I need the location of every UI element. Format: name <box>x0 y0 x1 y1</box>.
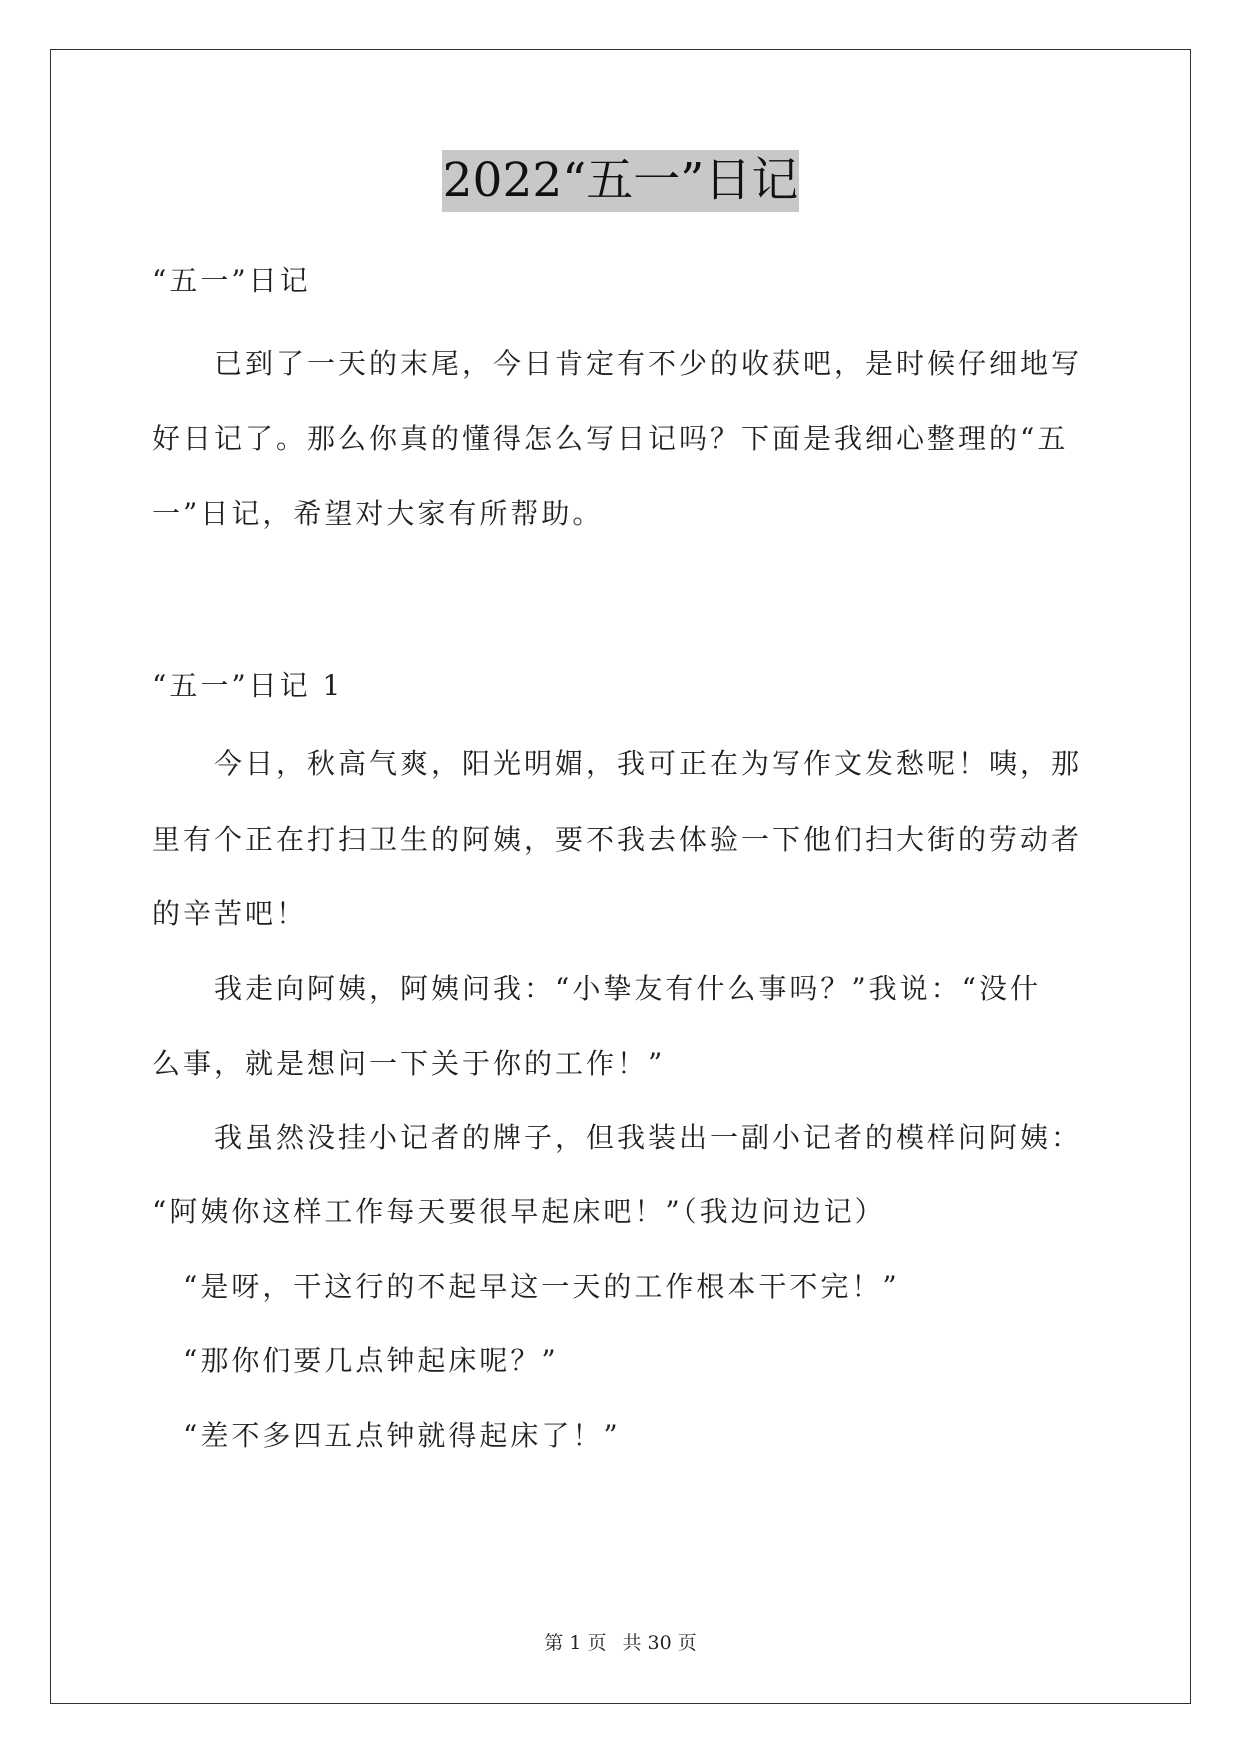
page-footer <box>0 1628 1241 1655</box>
text-line: 一”日记，希望对大家有所帮助。 <box>152 497 604 530</box>
text-line: 我走向阿姨，阿姨问我：“小挚友有什么事吗？”我说：“没什 <box>152 972 1041 1005</box>
text-line: 我虽然没挂小记者的牌子，但我装出一副小记者的模样问阿姨： <box>152 1121 1083 1154</box>
text-line: “是呀，干这行的不起早这一天的工作根本干不完！” <box>152 1270 900 1303</box>
heading-line: “五一”日记 <box>152 264 311 297</box>
title-container <box>0 150 1241 212</box>
text-line: “阿姨你这样工作每天要很早起床吧！”（我边问边记） <box>152 1195 886 1228</box>
text-line: 的辛苦吧！ <box>152 897 308 930</box>
text-line: “那你们要几点钟起床呢？” <box>152 1344 559 1377</box>
text-line: “差不多四五点钟就得起床了！” <box>152 1419 621 1452</box>
text-line: 里有个正在打扫卫生的阿姨，要不我去体验一下他们扫大街的劳动者 <box>152 823 1083 856</box>
text-line: 么事，就是想问一下关于你的工作！” <box>152 1047 666 1080</box>
text-line: 好日记了。那么你真的懂得怎么写日记吗？下面是我细心整理的“五 <box>152 422 1069 455</box>
heading-line: “五一”日记 1 <box>152 669 344 702</box>
page-number: 第 1 页 <box>544 1632 607 1654</box>
document-title: 2022“五一”日记 <box>442 150 800 212</box>
text-line: 今日，秋高气爽，阳光明媚，我可正在为写作文发愁呢！咦，那 <box>152 747 1083 780</box>
text-line: 已到了一天的末尾，今日肯定有不少的收获吧，是时候仔细地写 <box>152 347 1083 380</box>
page-total: 共 30 页 <box>622 1632 697 1654</box>
